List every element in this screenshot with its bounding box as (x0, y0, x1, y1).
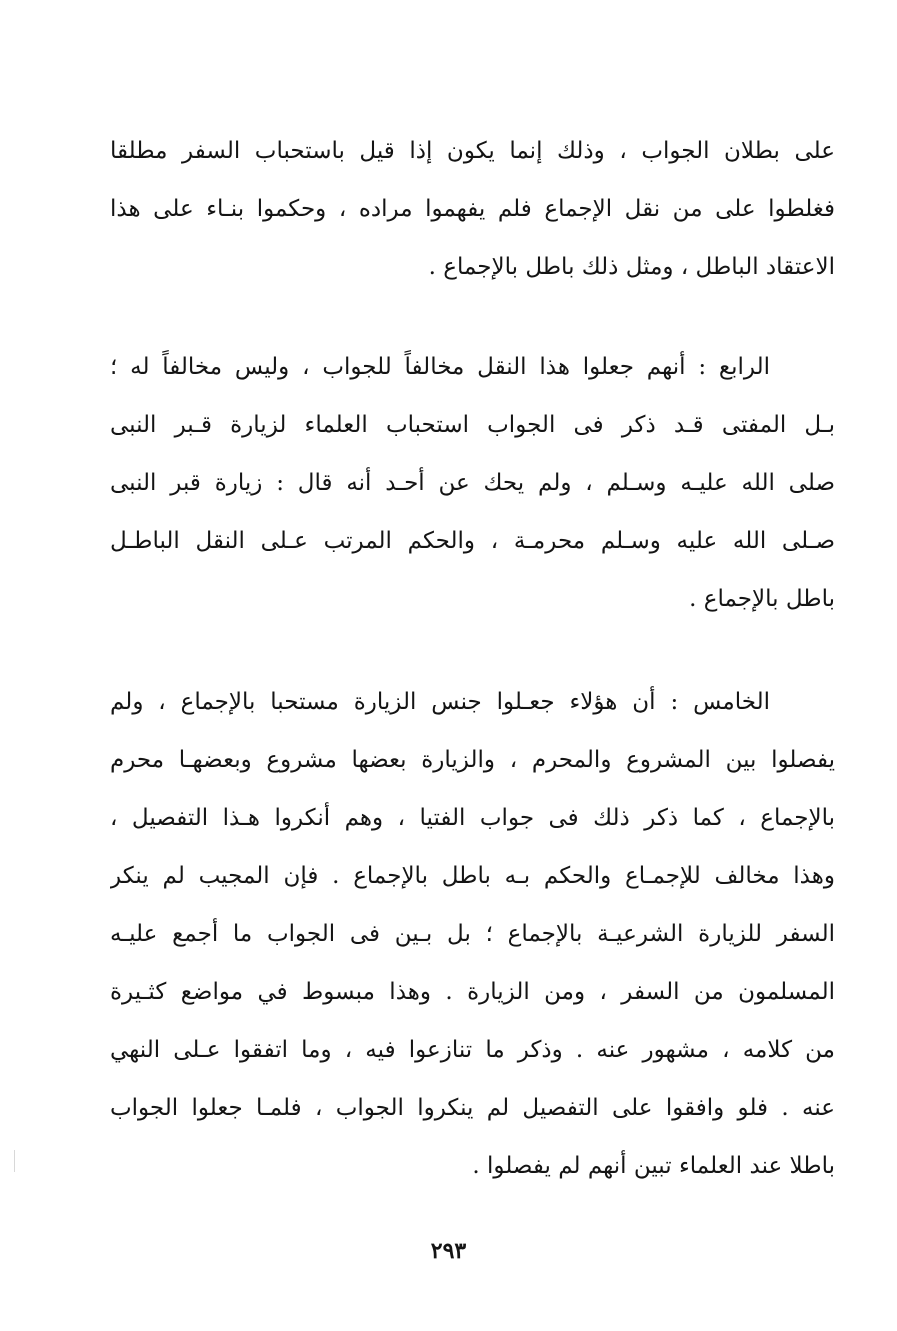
text-line: وهذا مخالف للإجمـاع والحكم بـه باطل بالإجماع . فإن المجيب لم ينكر (110, 863, 835, 889)
text-line: بـل المفتى قـد ذكر فى الجواب استحباب العلماء لزيارة قـبر النبى (110, 412, 835, 438)
text-line: من كلامه ، مشهور عنه . وذكر ما تنازعوا فيه ، وما اتفقوا عـلى النهي (110, 1037, 835, 1063)
text-line: الخامس : أن هؤلاء جعـلوا جنس الزيارة مستحبا بالإجماع ، ولم (110, 689, 770, 715)
text-line: الاعتقاد الباطل ، ومثل ذلك باطل بالإجماع . (428, 254, 835, 280)
text-line: صلى الله عليـه وسـلم ، ولم يحك عن أحـد أنه قال : زيارة قبر النبى (110, 470, 835, 496)
scan-margin-mark (14, 1150, 15, 1172)
text-line: السفر للزيارة الشرعيـة بالإجماع ؛ بل بـين فى الجواب ما أجمع عليـه (110, 921, 835, 947)
text-line: المسلمون من السفر ، ومن الزيارة . وهذا مبسوط في مواضع كثـيرة (110, 979, 835, 1005)
text-line: بالإجماع ، كما ذكر ذلك فى جواب الفتيا ، وهم أنكروا هـذا التفصيل ، (110, 805, 835, 831)
text-line: الرابع : أنهم جعلوا هذا النقل مخالفاً للجواب ، وليس مخالفاً له ؛ (110, 354, 770, 380)
paragraph-3 (110, 673, 835, 1195)
text-line: عنه . فلو وافقوا على التفصيل لم ينكروا الجواب ، فلمـا جعلوا الجواب (110, 1095, 835, 1121)
page-number: ٢٩٣ (430, 1238, 467, 1264)
paragraph-1 (110, 122, 835, 296)
text-line: على بطلان الجواب ، وذلك إنما يكون إذا قيل باستحباب السفر مطلقا (110, 138, 835, 164)
text-line: فغلطوا على من نقل الإجماع فلم يفهموا مراده ، وحكموا بنـاء على هذا (110, 196, 835, 222)
text-line: باطل بالإجماع . (689, 586, 835, 612)
text-line: باطلا عند العلماء تبين أنهم لم يفصلوا . (472, 1153, 835, 1179)
paragraph-2 (110, 338, 835, 628)
text-line: صـلى الله عليه وسـلم محرمـة ، والحكم المرتب عـلى النقل الباطـل (110, 528, 835, 554)
text-line: يفصلوا بين المشروع والمحرم ، والزيارة بعضها مشروع وبعضهـا محرم (110, 747, 835, 773)
